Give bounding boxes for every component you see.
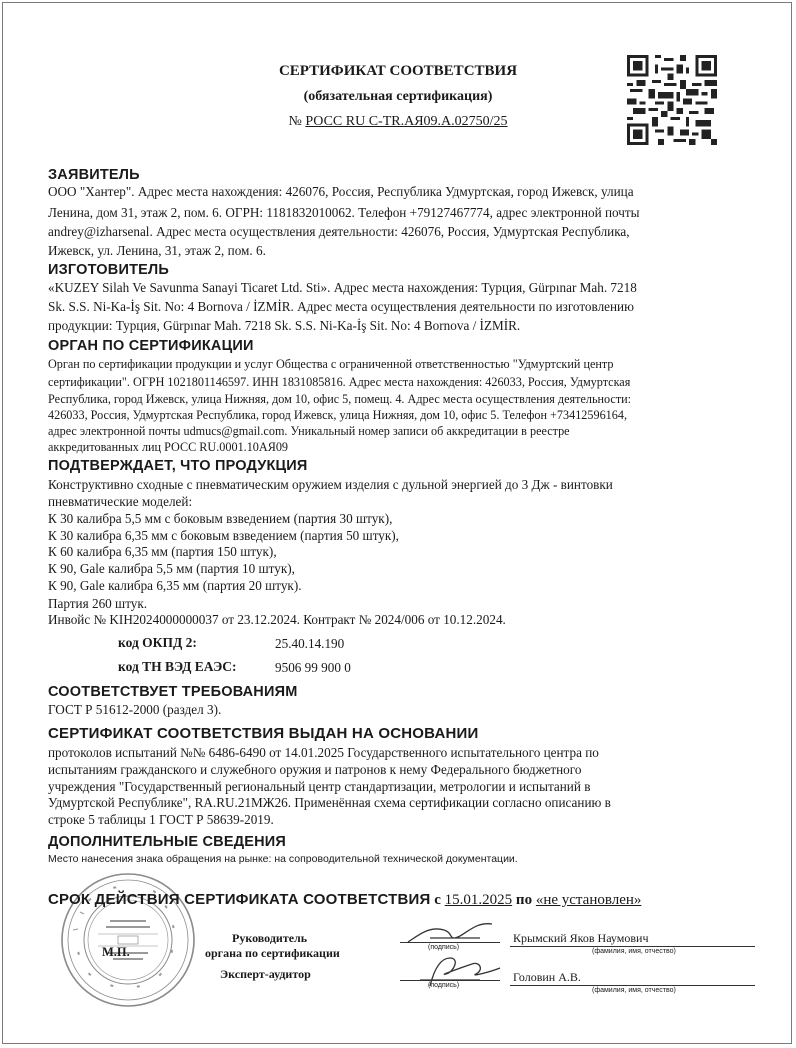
requirements-heading: СООТВЕТСТВУЕТ ТРЕБОВАНИЯМ	[48, 684, 298, 700]
number-prefix: №	[288, 114, 302, 129]
cert-body-heading: ОРГАН ПО СЕРТИФИКАЦИИ	[48, 338, 254, 354]
product-line: К 30 калибра 5,5 мм с боковым взведением (партия 30 штук),	[48, 511, 393, 526]
manufacturer-heading: ИЗГОТОВИТЕЛЬ	[48, 262, 170, 278]
head-name: Крымский Яков Наумович	[513, 931, 649, 945]
head-name-line	[510, 946, 755, 947]
okpd-label: код ОКПД 2:	[118, 635, 197, 650]
certificate-subtitle: (обязательная сертификация)	[303, 89, 493, 104]
product-line: К 30 калибра 6,35 мм с боковым взведением (партия 50 штук),	[48, 528, 399, 543]
okpd-value: 25.40.14.190	[275, 636, 345, 651]
cert-body-line: 426033, Россия, Удмуртская Республика, город Ижевск, улица Нижняя, дом 10, офис 5. Телефон +73412596164,	[48, 408, 628, 422]
applicant-heading: ЗАЯВИТЕЛЬ	[48, 167, 140, 183]
applicant-line: Ижевск, ул. Ленина, 31, этаж 2, пом. 6.	[48, 243, 266, 258]
tnved-label: код ТН ВЭД ЕАЭС:	[118, 659, 237, 674]
expert-signature-caption: (подпись)	[428, 982, 460, 989]
cert-body-line: адрес электронной почты udmucs@gmail.com. Уникальный номер записи об аккредитации в реестре	[48, 424, 570, 438]
product-line: Конструктивно сходные с пневматическим оружием изделия с дульной энергией до 3 Дж - винтовки	[48, 477, 613, 492]
validity-from-prefix: с	[434, 892, 441, 908]
cert-body-line: Республика, город Ижевск, улица Нижняя, дом 10, офис 5, помещ. 4. Адрес места осуществления деятельности:	[48, 392, 632, 406]
cert-body-line: Орган по сертификации продукции и услуг Общества с ограниченной ответственностью "Удмуртский центр	[48, 357, 614, 371]
product-line: Партия 260 штук.	[48, 596, 148, 611]
expert-name: Головин А.В.	[513, 970, 581, 984]
mp-label: М.П.	[102, 945, 130, 959]
product-line: Инвойс № KIH2024000000037 от 23.12.2024. Контракт № 2024/006 от 10.12.2024.	[48, 612, 506, 627]
tnved-value: 9506 99 900 0	[275, 660, 351, 675]
requirements-line: ГОСТ Р 51612-2000 (раздел 3).	[48, 702, 222, 717]
basis-line: испытаниям гражданского и служебного оружия и патронов к нему Федерального бюджетного	[48, 762, 582, 777]
product-heading: ПОДТВЕРЖДАЕТ, ЧТО ПРОДУКЦИЯ	[48, 458, 308, 474]
basis-heading: СЕРТИФИКАТ СООТВЕТСТВИЯ ВЫДАН НА ОСНОВАНИИ	[48, 725, 479, 742]
head-name-caption: (фамилия, имя, отчество)	[592, 948, 676, 955]
applicant-line: Ленина, дом 31, этаж 2, пом. 6. ОГРН: 1181832010062. Телефон +79127467774, адрес электронной почты	[48, 205, 640, 220]
number-value: РОСС RU С-TR.АЯ09.А.02750/25	[305, 114, 508, 129]
head-title-line1: Руководитель	[232, 931, 308, 945]
product-line: пневматические моделей:	[48, 494, 193, 509]
cert-body-line: сертификации". ОГРН 1021801146597. ИНН 1831085816. Адрес места нахождения: 426033, Россия, Удмуртская	[48, 375, 631, 389]
expert-name-line	[510, 985, 755, 986]
applicant-line: andrey@izharsenal. Адрес места осуществления деятельности: 426076, Россия, Удмуртская Республика,	[48, 224, 630, 239]
expert-name-caption: (фамилия, имя, отчество)	[592, 987, 676, 994]
validity-to-value: «не установлен»	[535, 892, 642, 908]
basis-line: протоколов испытаний №№ 6486-6490 от 14.01.2025 Государственного испытательного центра по	[48, 745, 599, 760]
basis-line: Удмуртской Республике", RA.RU.21МЖ26. Применённая схема сертификации согласно описанию в	[48, 795, 611, 810]
product-line: К 60 калибра 6,35 мм (партия 150 штук),	[48, 544, 277, 559]
head-signature-caption: (подпись)	[428, 944, 460, 951]
product-line: К 90, Gale калибра 6,35 мм (партия 20 штук).	[48, 578, 302, 593]
additional-line: Место нанесения знака обращения на рынке: на сопроводительной технической документации.	[48, 853, 518, 865]
expert-title: Эксперт-аудитор	[220, 967, 311, 981]
head-title-line2: органа по сертификации	[205, 946, 340, 960]
qr-code-icon	[627, 55, 717, 145]
cert-body-line: аккредитованных лиц РОСС RU.0001.10АЯ09	[48, 440, 289, 454]
validity-from-date: 15.01.2025	[444, 892, 513, 908]
validity-row	[48, 891, 641, 909]
manufacturer-line: Sk. S.S. Ni-Ka-İş Sit. No: 4 Bornova / İZMİR. Адрес места осуществления деятельности по изготовлению	[48, 299, 634, 314]
head-signature-icon	[400, 912, 510, 952]
manufacturer-line: продукции: Турция, Gürpınar Mah. 7218 Sk. S.S. Ni-Ka-İş Sit. No: 4 Bornova / İZMİR.	[48, 318, 521, 333]
applicant-line: ООО "Хантер". Адрес места нахождения: 426076, Россия, Республика Удмуртская, город Ижевск, улица	[48, 184, 634, 199]
basis-line: строке 5 таблицы 1 ГОСТ Р 58639-2019.	[48, 812, 274, 827]
validity-label: СРОК ДЕЙСТВИЯ СЕРТИФИКАТА СООТВЕТСТВИЯ	[48, 891, 431, 908]
additional-heading: ДОПОЛНИТЕЛЬНЫЕ СВЕДЕНИЯ	[48, 834, 287, 850]
manufacturer-line: «KUZEY Silah Ve Savunma Sanayi Ticaret Ltd. Sti». Адрес места нахождения: Турция, Gürpınar Mah. 7218	[48, 280, 637, 295]
basis-line: учреждения "Государственный региональный центр стандартизации, метрологии и испытаний в	[48, 779, 591, 794]
validity-to-prefix: по	[515, 892, 533, 908]
certificate-title: СЕРТИФИКАТ СООТВЕТСТВИЯ	[278, 63, 518, 79]
product-line: К 90, Gale калибра 5,5 мм (партия 10 штук),	[48, 561, 295, 576]
expert-signature-icon	[410, 950, 510, 992]
